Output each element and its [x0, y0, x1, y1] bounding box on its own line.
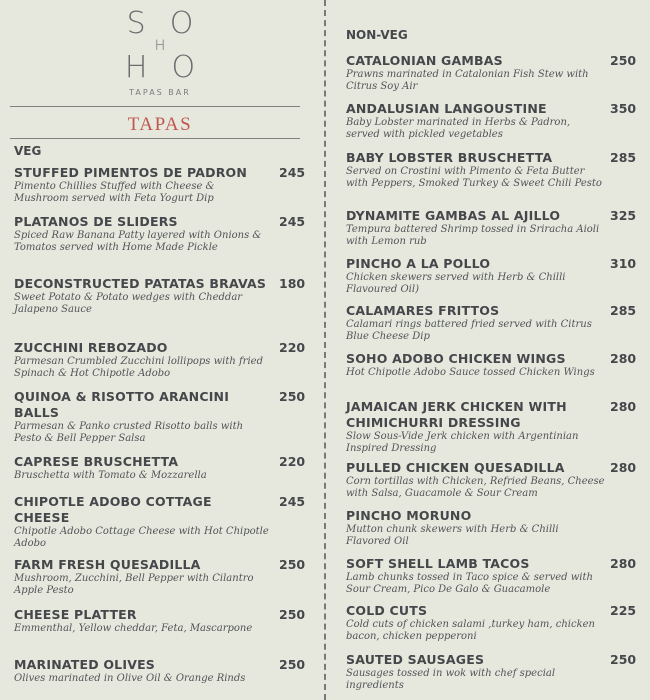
item-name: MARINATED OLIVES [14, 657, 156, 672]
menu-item [346, 603, 606, 643]
veg-heading: VEG [14, 144, 42, 158]
item-name: DECONSTRUCTED PATATAS BRAVAS [14, 276, 267, 291]
item-price: 245 [279, 165, 306, 180]
item-name: ZUCCHINI REBOZADO [14, 340, 168, 355]
item-name: CATALONIAN GAMBAS [346, 53, 503, 68]
item-name: SOHO ADOBO CHICKEN WINGS [346, 351, 566, 366]
item-name: COLD CUTS [346, 603, 428, 618]
item-description: Served on Crostini with Pimento & Feta Butter with Peppers, Smoked Turkey & Sweet Chili Pesto [346, 166, 602, 189]
item-price: 250 [610, 53, 637, 68]
item-price: 350 [610, 101, 637, 116]
item-price: 280 [610, 556, 637, 571]
item-description: Sausages tossed in wok with chef special ingredients [346, 668, 556, 691]
item-description: Baby Lobster marinated in Herbs & Padron, served with pickled vegetables [346, 117, 571, 140]
menu-item [346, 303, 606, 343]
item-description: Corn tortillas with Chicken, Refried Beans, Cheese with Salsa, Guacamole & Sour Cream [346, 476, 605, 499]
item-name: CHIPOTLE ADOBO COTTAGE CHEESE [14, 494, 212, 525]
item-name: JAMAICAN JERK CHICKEN WITH CHIMICHURRI DRESSING [346, 399, 567, 430]
item-name: QUINOA & RISOTTO ARANCINI BALLS [14, 389, 230, 420]
item-description: Chipotle Adobo Cottage Cheese with Hot Chipotle Adobo [14, 526, 269, 549]
item-description: Prawns marinated in Catalonian Fish Stew with Citrus Soy Air [346, 69, 589, 92]
item-description: Calamari rings battered fried served with Citrus Blue Cheese Dip [346, 319, 592, 342]
item-name: BABY LOBSTER BRUSCHETTA [346, 150, 553, 165]
item-description: Chicken skewers served with Herb & Chilli Flavoured Oil) [346, 272, 566, 295]
menu-item [346, 101, 606, 141]
item-description: Spiced Raw Banana Patty layered with Onions & Tomatos served with Home Made Pickle [14, 230, 262, 253]
item-price: 280 [610, 399, 637, 414]
logo-subtitle: TAPAS BAR [129, 88, 191, 97]
item-price: 225 [610, 603, 637, 618]
item-description: Pimento Chillies Stuffed with Cheese & Mushroom served with Feta Yogurt Dip [14, 181, 215, 204]
item-description: Parmesan Crumbled Zucchini lollipops with fried Spinach & Hot Chipotle Adobo [14, 356, 263, 379]
menu-item [14, 389, 269, 445]
menu-item [346, 652, 606, 692]
item-price: 325 [610, 208, 637, 223]
item-description: Bruschetta with Tomato & Mozzarella [14, 470, 207, 481]
item-price: 180 [279, 276, 306, 291]
menu-item [346, 208, 606, 248]
item-name: STUFFED PIMENTOS DE PADRON [14, 165, 248, 180]
menu-title: TAPAS [127, 114, 193, 135]
item-description: Slow Sous-Vide Jerk chicken with Argentinian Inspired Dressing [346, 431, 579, 454]
item-description: Mutton chunk skewers with Herb & Chilli Flavored Oil [346, 524, 559, 547]
menu-item [14, 657, 269, 685]
menu-item [346, 399, 606, 455]
brand-logo [100, 6, 220, 97]
item-price: 310 [610, 256, 637, 271]
menu-item [346, 556, 606, 596]
menu-item [14, 454, 269, 482]
menu-item [346, 508, 606, 548]
logo-line-1: SO [126, 6, 218, 41]
item-description: Cold cuts of chicken salami ,turkey ham, chicken bacon, chicken pepperoni [346, 619, 595, 642]
item-price: 245 [279, 494, 306, 509]
item-price: 280 [610, 460, 637, 475]
item-name: ANDALUSIAN LANGOUSTINE [346, 101, 547, 116]
menu-item [346, 256, 606, 296]
item-price: 250 [279, 607, 306, 622]
item-description: Sweet Potato & Potato wedges with Cheddar Jalapeno Sauce [14, 292, 243, 315]
item-price: 250 [610, 652, 637, 667]
menu-item [14, 494, 269, 550]
menu-item [14, 557, 269, 597]
item-name: SOFT SHELL LAMB TACOS [346, 556, 530, 571]
item-price: 250 [279, 557, 306, 572]
item-name: PINCHO MORUNO [346, 508, 472, 523]
nonveg-heading: NON-VEG [346, 28, 408, 42]
title-rule-bottom [10, 138, 300, 139]
item-name: FARM FRESH QUESADILLA [14, 557, 201, 572]
item-name: CAPRESE BRUSCHETTA [14, 454, 179, 469]
item-description: Hot Chipotle Adobo Sauce tossed Chicken Wings [346, 367, 595, 378]
logo-line-2: H [154, 38, 192, 54]
item-price: 220 [279, 340, 306, 355]
item-price: 245 [279, 214, 306, 229]
menu-item [14, 214, 269, 254]
item-name: PULLED CHICKEN QUESADILLA [346, 460, 565, 475]
menu-item [346, 460, 606, 500]
item-price: 250 [279, 657, 306, 672]
item-description: Olives marinated in Olive Oil & Orange Rinds [14, 673, 246, 684]
item-name: DYNAMITE GAMBAS AL AJILLO [346, 208, 561, 223]
menu-item [346, 150, 606, 190]
item-name: PINCHO A LA POLLO [346, 256, 491, 271]
menu-item [14, 165, 269, 205]
column-divider [324, 0, 326, 700]
item-name: SAUTED SAUSAGES [346, 652, 485, 667]
menu-item [14, 607, 269, 635]
item-price: 220 [279, 454, 306, 469]
item-price: 285 [610, 303, 637, 318]
menu-item [346, 53, 606, 93]
item-description: Lamb chunks tossed in Taco spice & served with Sour Cream, Pico De Galo & Guacamole [346, 572, 593, 595]
logo-line-3: HO [124, 50, 220, 85]
item-description: Mushroom, Zucchini, Bell Pepper with Cilantro Apple Pesto [14, 573, 254, 596]
item-description: Parmesan & Panko crusted Risotto balls with Pesto & Bell Pepper Salsa [14, 421, 244, 444]
item-name: PLATANOS DE SLIDERS [14, 214, 178, 229]
item-price: 285 [610, 150, 637, 165]
title-rule-top [10, 106, 300, 107]
item-price: 250 [279, 389, 306, 404]
menu-item [14, 340, 269, 380]
item-description: Emmenthal, Yellow cheddar, Feta, Mascarpone [14, 623, 253, 634]
item-name: CALAMARES FRITTOS [346, 303, 500, 318]
item-description: Tempura battered Shrimp tossed in Sriracha Aioli with Lemon rub [346, 224, 600, 247]
item-price: 280 [610, 351, 637, 366]
menu-item [346, 351, 606, 379]
menu-item [14, 276, 269, 316]
item-name: CHEESE PLATTER [14, 607, 137, 622]
